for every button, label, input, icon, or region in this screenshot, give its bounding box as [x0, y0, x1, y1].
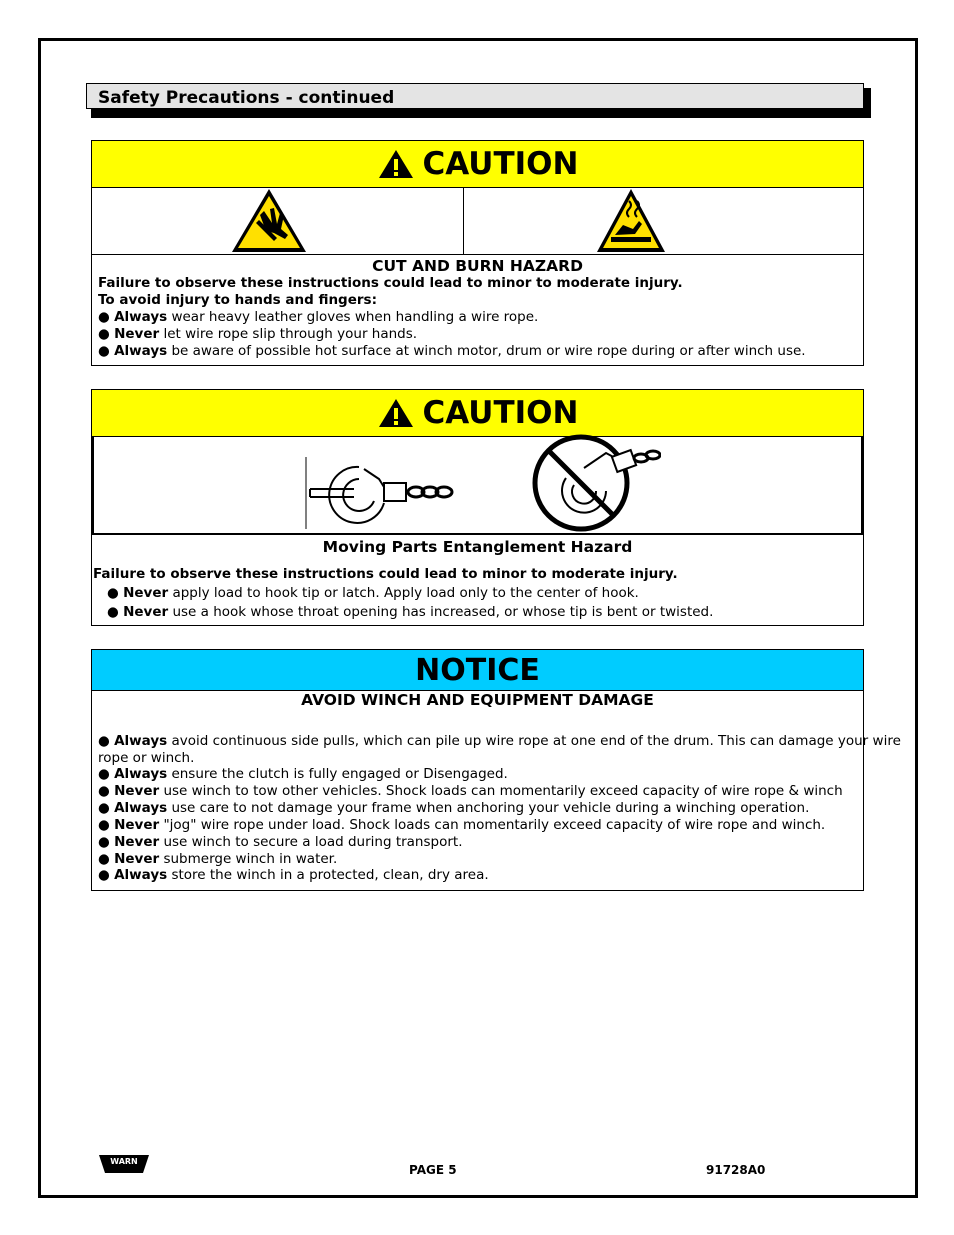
bullet-item: ● Always avoid continuous side pulls, which can pile up wire rope at one end of the drum. This can damage your wire: [98, 733, 901, 749]
warning-triangle-icon: [377, 148, 415, 180]
warning-triangle-icon: [377, 397, 415, 429]
warn-logo: [99, 1153, 149, 1175]
hand-cut-warning-icon: [230, 187, 308, 254]
bullet-item: ● Never let wire rope slip through your hands.: [98, 326, 418, 342]
icon-row: [92, 187, 863, 255]
bullet-item-continuation: rope or winch.: [98, 750, 195, 766]
bullet-item: ● Always wear heavy leather gloves when handling a wire rope.: [98, 309, 539, 325]
bullet-item: ● Always store the winch in a protected, clean, dry area.: [98, 867, 489, 883]
document-number: 91728A0: [706, 1163, 766, 1177]
warning-text: Failure to observe these instructions could lead to minor to moderate injury.: [98, 275, 683, 291]
prohibited-hook-tip-load-icon: [526, 433, 661, 533]
caution-title: CAUTION: [422, 146, 579, 182]
notice-banner: [92, 650, 863, 691]
bullet-item: ● Never apply load to hook tip or latch. Apply load only to the center of hook.: [107, 585, 639, 601]
bullet-item: ● Always ensure the clutch is fully engaged or Disengaged.: [98, 766, 508, 782]
page-number: PAGE 5: [409, 1163, 457, 1177]
hazard-title: AVOID WINCH AND EQUIPMENT DAMAGE: [301, 691, 654, 709]
bullet-item: ● Never submerge winch in water.: [98, 851, 338, 867]
correct-hook-load-icon: [304, 457, 464, 532]
notice-title: NOTICE: [415, 652, 540, 688]
hazard-title: Moving Parts Entanglement Hazard: [322, 538, 633, 556]
bullet-item: ● Always use care to not damage your frame when anchoring your vehicle during a winching operation.: [98, 800, 810, 816]
bullet-item: ● Never use winch to secure a load during transport.: [98, 834, 463, 850]
section-header-text: Safety Precautions - continued: [98, 88, 395, 108]
caution-box-cut-burn: [91, 140, 864, 366]
illustration-row: [92, 436, 863, 535]
section-header: [86, 83, 864, 109]
hot-surface-warning-icon: [595, 187, 667, 254]
bullet-item: ● Never use a hook whose throat opening has increased, or whose tip is bent or twisted.: [107, 604, 714, 620]
icon-divider: [463, 187, 464, 254]
caution-banner: [92, 390, 863, 437]
hazard-title: CUT AND BURN HAZARD: [372, 257, 583, 275]
caution-title: CAUTION: [422, 395, 579, 431]
bullet-item: ● Never use winch to tow other vehicles. Shock loads can momentarily exceed capacity of wire rope & winch: [98, 783, 843, 799]
intro-text: To avoid injury to hands and fingers:: [98, 292, 377, 308]
caution-box-entanglement: [91, 389, 864, 626]
notice-box: [91, 649, 901, 891]
warn-logo-text: WARN: [110, 1157, 138, 1166]
caution-banner: [92, 141, 863, 188]
bullet-item: ● Never "jog" wire rope under load. Shock loads can momentarily exceed capacity of wire rope and winch.: [98, 817, 826, 833]
warning-text: Failure to observe these instructions could lead to minor to moderate injury.: [93, 566, 678, 582]
bullet-item: ● Always be aware of possible hot surface at winch motor, drum or wire rope during or after winch use.: [98, 343, 806, 359]
